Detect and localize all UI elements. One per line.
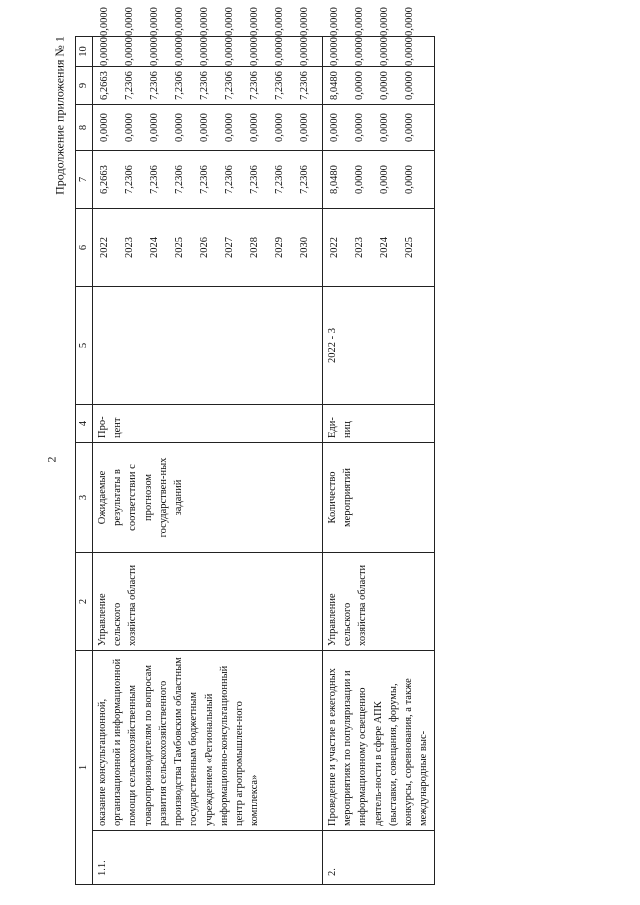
year-value: 2023 [124,237,135,258]
amount-value: 0,0000 [149,37,160,66]
year-value: 2025 [404,237,415,258]
row-term: 2022 - 3 [323,287,435,405]
amount-value: 7,2306 [199,71,210,100]
amount-value: 0,0000 [149,113,160,142]
amount-value: 6,2663 [99,71,110,100]
program-table [75,7,435,885]
header-col-4: 4 [76,405,93,443]
amount-value: 0,0000 [249,113,260,142]
amount-value: 7,2306 [199,165,210,194]
year-value: 2024 [149,237,160,258]
year-value: 2022 [329,237,340,258]
amount-value: 0,0000 [354,71,365,100]
amount-value: 0,0000 [354,165,365,194]
row-term [93,287,323,405]
amount-value: 7,2306 [224,165,235,194]
year-value: 2022 [99,237,110,258]
header-col-2: 2 [76,553,93,651]
appendix-continuation-caption: Продолжение приложения № 1 [52,36,67,195]
header-col-6: 6 [76,209,93,287]
row-col9 [323,37,435,67]
row-col8 [93,67,323,105]
amount-value: 0,0000 [379,71,390,100]
amount-value: 0,0000 [379,113,390,142]
document-sheet [75,7,595,885]
row-col7 [323,105,435,151]
row-number: 2. [323,831,435,885]
amount-value: 0,0000 [379,37,390,66]
amount-value: 7,2306 [149,71,160,100]
table-row: 1.1. оказание консультационной, организационной и информационной помощи сельскохозяйственным товаропроизводителям по вопросам развития сельскохозяйственного производства Тамбовским областным государственным бюджетным учреждением «Региональный информационно-консультационный центр агропромышлен-ного комплекса» Управление сельского хозяйства области Ожидаемые результаты в соответствии с прогнозом государствен-ных заданий Про-цент 2022 2023 2024 2025 2026 2027 2028 2029 2030 6,2663 7,2306 7,2306 7,2306 7,2306 7,2306 7,2306 7,2306 7,2306 0,0000 0,0000 0,0000 0,0000 0,0000 0,0000 0,0000 0,0000 0,0000 6,2663 7,2306 7,2306 7,2306 7,2306 7,2306 7,2306 7,2306 7,2306 0,0000 0,0000 0,0000 0,0000 0,0000 0,0000 0,0000 0,0000 0,0000 0,0000 0,0000 0,0000 0,0000 0,0000 0,0000 0,0000 0,0000 0,0000 [93,37,323,885]
header-col-9: 9 [76,67,93,105]
row-col6 [323,151,435,209]
header-col-5: 5 [76,287,93,405]
year-value: 2029 [274,237,285,258]
amount-value: 0,0000 [224,113,235,142]
row-col9 [93,37,323,67]
amount-value: 0,0000 [224,37,235,66]
year-value: 2027 [224,237,235,258]
row-unit: Про-цент [93,405,323,443]
row-col7 [93,105,323,151]
amount-value: 0,0000 [404,37,415,66]
amount-value: 0,0000 [299,37,310,66]
amount-value: 0,0000 [274,37,285,66]
year-value: 2028 [249,237,260,258]
amount-value: 0,0000 [174,37,185,66]
amount-value: 7,2306 [249,165,260,194]
row-name: оказание консультационной, организационной и информационной помощи сельскохозяйственным товаропроизводителям по вопросам развития сельскохозяйственного производства Тамбовским областным государственным бюджетным учреждением «Региональный информационно-консультационный центр агропромышлен-ного комплекса» [93,651,323,831]
amount-value: 0,0000 [404,165,415,194]
amount-value: 0,0000 [354,37,365,66]
amount-value: 7,2306 [224,71,235,100]
row-col6 [93,151,323,209]
row-years [323,209,435,287]
amount-value: 7,2306 [299,71,310,100]
amount-value: 0,0000 [249,37,260,66]
row-name: Проведение и участие в ежегодных мероприятиях по популяризации и информационному освещению деятель-ности в сфере АПК (выставки, совещания, форумы, конкурсы, соревнования, а также международные выс- [323,651,435,831]
row-indicator: Количество мероприятий [323,443,435,553]
header-col-8: 8 [76,105,93,151]
header-col-1: 1 [76,651,93,885]
year-value: 2025 [174,237,185,258]
row-unit: Еди-ниц [323,405,435,443]
amount-value: 8,0480 [329,165,340,194]
header-col-7: 7 [76,151,93,209]
amount-value: 0,0000 [329,113,340,142]
row-indicator: Ожидаемые результаты в соответствии с прогнозом государствен-ных заданий [93,443,323,553]
year-value: 2024 [379,237,390,258]
amount-value: 0,0000 [99,113,110,142]
amount-value: 6,2663 [99,165,110,194]
amount-value: 0,0000 [379,165,390,194]
amount-value: 0,0000 [404,113,415,142]
amount-value: 7,2306 [274,165,285,194]
amount-value: 8,0480 [329,71,340,100]
year-value: 2030 [299,237,310,258]
year-value: 2026 [199,237,210,258]
amount-value: 7,2306 [299,165,310,194]
amount-value: 0,0000 [99,37,110,66]
year-value: 2023 [354,237,365,258]
amount-value: 7,2306 [124,165,135,194]
header-col-10: 10 [76,37,93,67]
table-header-row [76,37,93,885]
amount-value: 0,0000 [124,37,135,66]
amount-value: 0,0000 [354,113,365,142]
amount-value: 0,0000 [199,37,210,66]
amount-value: 0,0000 [124,113,135,142]
header-col-3: 3 [76,443,93,553]
row-col8 [323,67,435,105]
row-number: 1.1. [93,831,323,885]
page-number: 2 [44,456,59,463]
amount-value: 7,2306 [124,71,135,100]
row-executor: Управление сельского хозяйства области [323,553,435,651]
row-years [93,209,323,287]
amount-value: 0,0000 [174,113,185,142]
amount-value: 0,0000 [274,113,285,142]
amount-value: 0,0000 [404,71,415,100]
amount-value: 7,2306 [249,71,260,100]
amount-value: 7,2306 [174,71,185,100]
table-body [93,7,435,885]
amount-value: 7,2306 [274,71,285,100]
row-executor: Управление сельского хозяйства области [93,553,323,651]
amount-value: 7,2306 [174,165,185,194]
amount-value: 7,2306 [149,165,160,194]
amount-value: 0,0000 [299,113,310,142]
amount-value: 0,0000 [329,37,340,66]
table-row: 2. Проведение и участие в ежегодных мероприятиях по популяризации и информационному освещению деятель-ности в сфере АПК (выставки, совещания, форумы, конкурсы, соревнования, а также международные выс- Управление сельского хозяйства области Количество мероприятий Еди-ниц 2022 - 3 2022 2023 2024 2025 8,0480 0,0000 0,0000 0,0000 0,0000 0,0000 0,0000 0,0000 8,0480 0,0000 0,0000 0,0000 0,0000 0,0000 0,0000 0,0000 0,0000 0,0000 0,0000 0,0000 [323,37,435,885]
amount-value: 0,0000 [199,113,210,142]
